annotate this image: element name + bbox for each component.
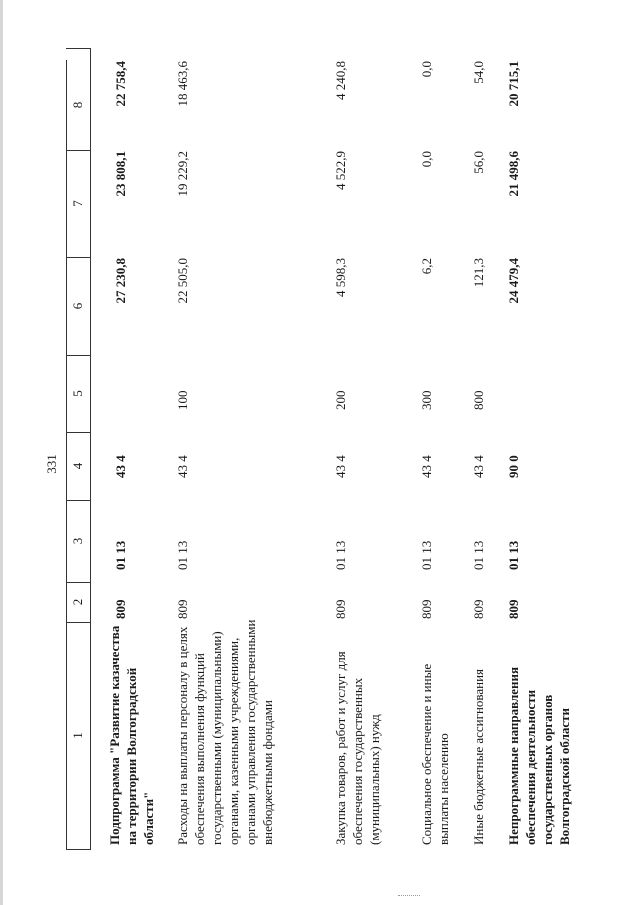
row-1-c8: 22 758,4	[113, 61, 128, 107]
scan-mark	[398, 895, 420, 896]
row-4-c2: 809	[419, 599, 434, 619]
row-5-c2: 809	[471, 599, 486, 619]
header-col-2: 2	[70, 598, 85, 606]
header-col-5: 5	[70, 390, 85, 397]
row-4-c6: 6,2	[419, 258, 434, 275]
row-2-c8: 18 463,6	[175, 61, 190, 107]
row-1-c2: 809	[113, 599, 128, 619]
row-1-c4: 43 4	[113, 455, 128, 478]
row-6-c7: 21 498,6	[506, 151, 521, 197]
header-col-1: 1	[70, 732, 85, 739]
row-6-name: Непрограммные направления обеспечения деятельности государственных органов Волгоградской области	[506, 666, 572, 845]
row-3-c7: 4 522,9	[333, 151, 348, 190]
row-3-c5: 200	[333, 390, 348, 410]
row-3-c4: 43 4	[333, 455, 348, 478]
row-2-c4: 43 4	[175, 455, 190, 478]
header-col-4: 4	[70, 462, 85, 470]
row-5-c3: 01 13	[471, 540, 486, 570]
header-col-3: 3	[70, 537, 85, 545]
header-col-6: 6	[70, 302, 85, 310]
row-4-c8: 0,0	[419, 61, 434, 78]
row-2-c5: 100	[175, 390, 190, 410]
row-5-name: Иные бюджетные ассигнования	[471, 668, 486, 845]
header-col-8: 8	[70, 101, 85, 109]
row-2-c2: 809	[175, 599, 190, 619]
row-5-c7: 56,0	[471, 151, 486, 174]
page-number: 331	[44, 454, 59, 474]
row-6-c4: 90 0	[506, 455, 521, 478]
row-5-c6: 121,3	[471, 258, 486, 288]
row-6-c3: 01 13	[506, 540, 521, 570]
row-4-name: Социальное обеспечение и иные выплаты населению	[419, 663, 451, 845]
row-2-name: Расходы на выплаты персоналу в целях обеспечения выполнения функций государственными (муниципальными) органами, казенными учреждениями, органами управления государственными внебюджетными фондами	[175, 619, 275, 845]
row-1-name: Подпрограмма "Развитие казачества на территории Волгоградской области"	[107, 625, 156, 845]
row-4-c3: 01 13	[419, 540, 434, 570]
row-6-c6: 24 479,4	[506, 258, 521, 304]
row-4-c5: 300	[419, 390, 434, 410]
row-1-c7: 23 808,1	[113, 151, 128, 197]
row-4-c4: 43 4	[419, 455, 434, 478]
row-2-c3: 01 13	[175, 540, 190, 570]
row-3-c6: 4 598,3	[333, 258, 348, 297]
row-5-c4: 43 4	[471, 455, 486, 478]
row-3-name: Закупка товаров, работ и услуг для обеспечения государственных (муниципальных) нужд	[333, 651, 382, 845]
header-col-7: 7	[70, 200, 85, 207]
row-6-c2: 809	[506, 599, 521, 619]
row-2-c7: 19 229,2	[175, 151, 190, 197]
row-3-c2: 809	[333, 599, 348, 619]
row-1-c6: 27 230,8	[113, 258, 128, 304]
row-2-c6: 22 505,0	[175, 258, 190, 304]
row-5-c8: 54,0	[471, 61, 486, 84]
row-6-c8: 20 715,1	[506, 61, 521, 107]
row-3-c8: 4 240,8	[333, 61, 348, 100]
row-3-c3: 01 13	[333, 540, 348, 570]
row-1-c3: 01 13	[113, 540, 128, 570]
row-4-c7: 0,0	[419, 151, 434, 168]
row-5-c5: 800	[471, 390, 486, 410]
